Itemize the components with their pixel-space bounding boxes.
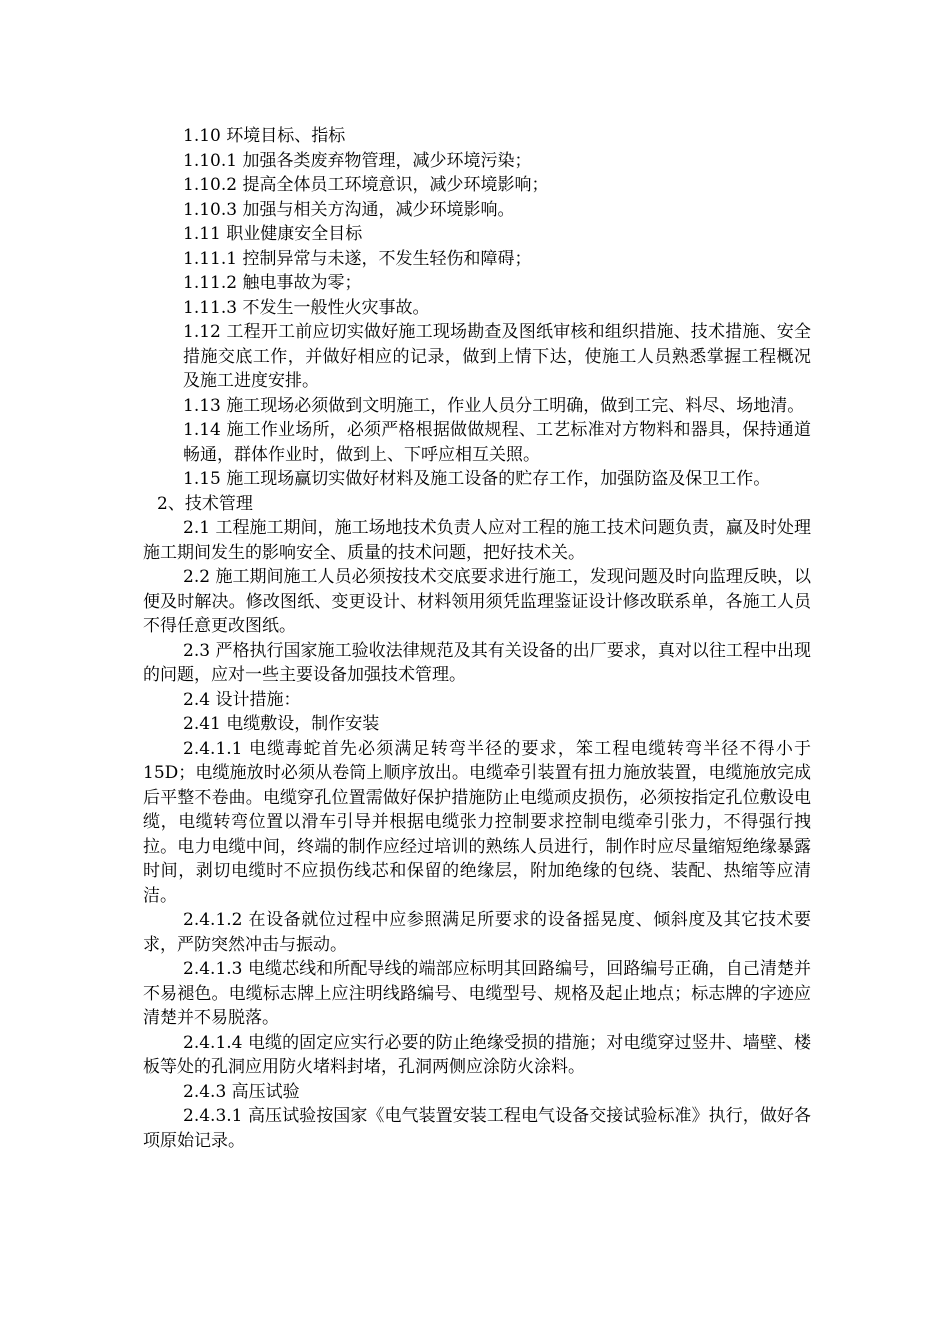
paragraph-cable-labeling: 2.4.1.3 电缆芯线和所配导线的端部应标明其回路编号，回路编号正确，自己清楚并不易褪色。电缆标志牌上应注明线路编号、电缆型号、规格及起止地点；标志牌的字迹应清楚并不易脱落。 [143, 959, 811, 1028]
item-control-anomalies: 1.11.1 控制异常与未遂，不发生轻伤和障碍； [183, 248, 532, 269]
paragraph-high-voltage-test-standard: 2.4.3.1 高压试验按国家《电气装置安装工程电气设备交接试验标准》执行，做好各项原始记录。 [143, 1106, 811, 1151]
item-zero-electric-shock: 1.11.2 触电事故为零； [183, 273, 362, 293]
paragraph-civilized-construction: 1.13 施工现场必须做到文明施工，作业人员分工明确，做到工完、料尽、场地清。 [183, 395, 805, 416]
paragraph-technical-responsibility: 2.1 工程施工期间，施工场地技术负责人应对工程的施工技术问题负责，赢及时处理施工期间发生的影响安全、质量的技术问题，把好技术关。 [143, 518, 811, 563]
item-staff-awareness: 1.10.2 提高全体员工环境意识，减少环境影响； [183, 175, 549, 195]
item-no-fire-accident: 1.11.3 不发生一般性火灾事故。 [183, 297, 430, 318]
paragraph-equipment-positioning: 2.4.1.2 在设备就位过程中应参照满足所要求的设备摇晃度、倾斜度及其它技术要求，严防突然冲击与振动。 [143, 910, 811, 955]
paragraph-material-storage: 1.15 施工现场赢切实做好材料及施工设备的贮存工作，加强防盗及保卫工作。 [183, 469, 771, 489]
heading-high-voltage-test: 2.4.3 高压试验 [183, 1081, 300, 1102]
heading-environment-goals: 1.10 环境目标、指标 [183, 126, 346, 146]
paragraph-work-site-rules: 1.14 施工作业场所，必须严格根据做做规程、工艺标准对方物料和器具，保持通道畅通，群体作业时，做到上、下呼应相互关照。 [183, 420, 811, 465]
paragraph-pre-construction-survey: 1.12 工程开工前应切实做好施工现场勘查及图纸审核和组织措施、技术措施、安全措施交底工作，并做好相应的记录，做到上情下达，使施工人员熟悉掌握工程概况及施工进度安排。 [183, 322, 811, 391]
heading-health-safety-goals: 1.11 职业健康安全目标 [183, 224, 363, 244]
heading-design-measures: 2.4 设计措施： [183, 689, 301, 710]
item-stakeholder-communication: 1.10.3 加强与相关方沟通，减少环境影响。 [183, 199, 515, 220]
document-body [143, 124, 811, 1153]
paragraph-cable-bending-radius: 2.4.1.1 电缆毒蛇首先必须满足转弯半径的要求，笨工程电缆转弯半径不得小于 15D；电缆施放时必须从卷筒上顺序放出。电缆牵引装置有扭力施放装置，电缆施放完成后平整不卷曲。电缆穿孔位置需做好保护措施防止电缆顽皮损伤，必须按指定孔位敷设电缆，电缆转弯位置以滑车引导并根据电缆张力控制要求控制电缆牵引张力，不得强行拽拉。电力电缆中间，终端的制作应经过培训的熟练人员进行，制作时应尽量缩短绝缘暴露时间，剥切电缆时不应损伤线芯和保留的绝缘层，附加绝缘的包绕、装配、热缩等应清洁。 [143, 738, 811, 906]
section-heading-technical-management: 2、技术管理 [157, 493, 253, 514]
heading-cable-laying: 2.41 电缆敷设，制作安装 [183, 714, 380, 734]
paragraph-construction-per-briefing: 2.2 施工期间施工人员必须按技术交底要求进行施工，发现问题及时向监理反映，以便及时解决。修改图纸、变更设计、材料领用须凭监理鉴证设计修改联系单，各施工人员不得任意更改图纸。 [143, 567, 811, 636]
item-waste-management: 1.10.1 加强各类废弃物管理，减少环境污染； [183, 150, 532, 171]
paragraph-acceptance-standards: 2.3 严格执行国家施工验收法律规范及其有关设备的出厂要求，真对以往工程中出现的问题，应对一些主要设备加强技术管理。 [143, 640, 811, 685]
paragraph-cable-fixing: 2.4.1.4 电缆的固定应实行必要的防止绝缘受损的措施；对电缆穿过竖井、墙壁、楼板等处的孔洞应用防火堵料封堵，孔洞两侧应涂防火涂料。 [143, 1032, 811, 1077]
